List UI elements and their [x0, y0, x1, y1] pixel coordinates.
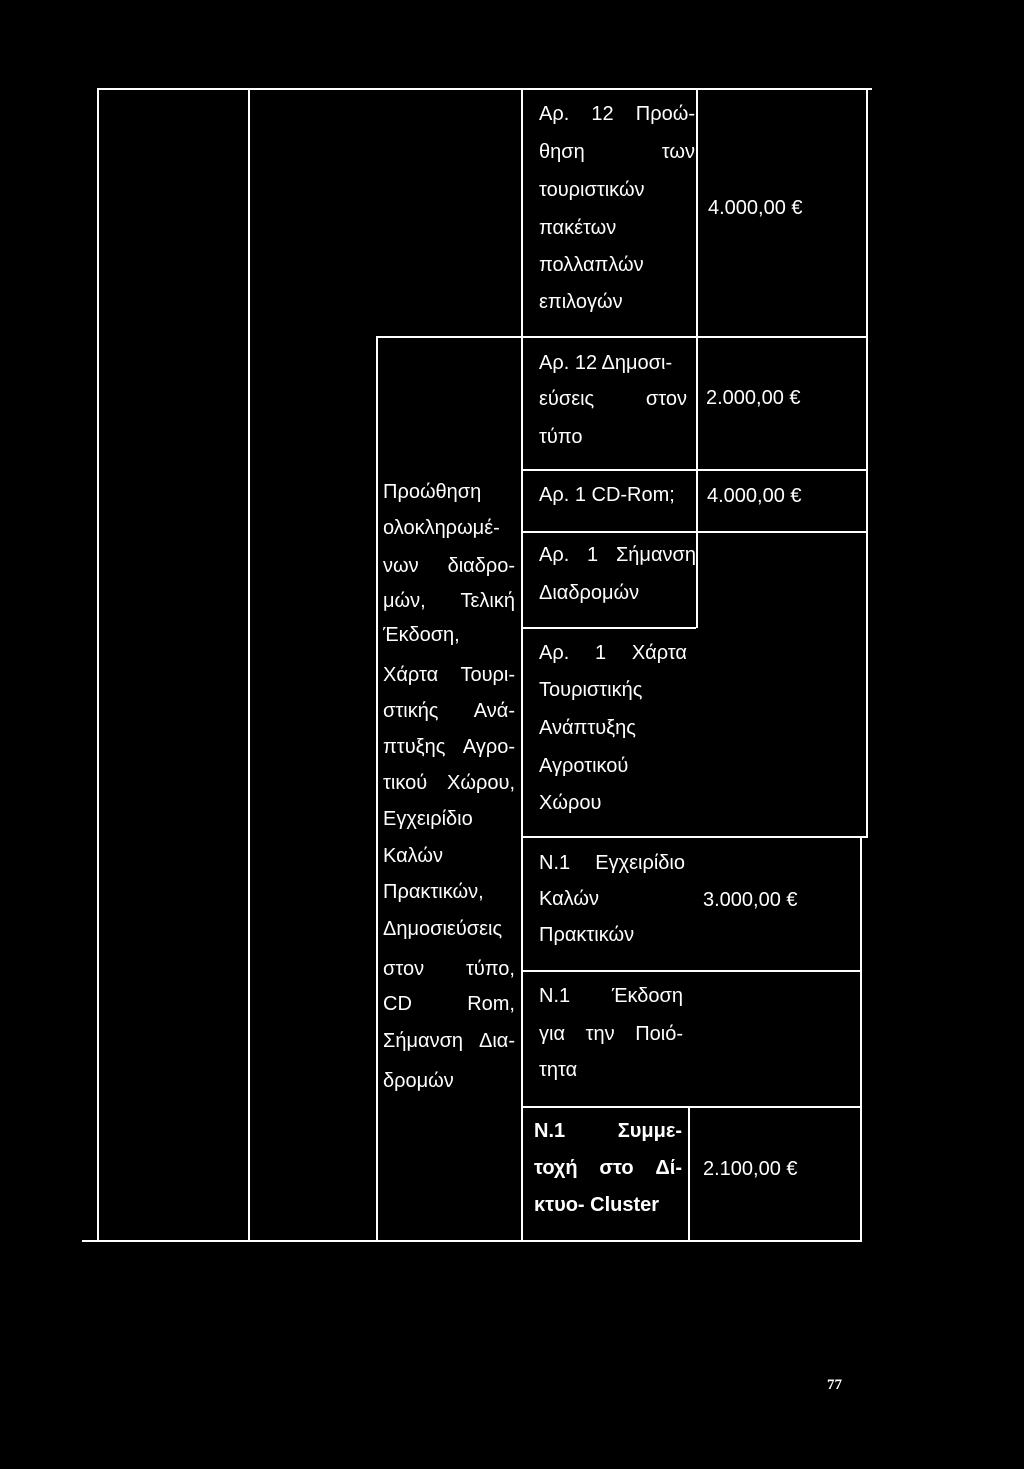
group-line-1: Προώθηση [383, 481, 482, 503]
map-line-5: Χώρου [539, 792, 602, 814]
group-line-17: δρομών [383, 1070, 454, 1092]
handbook-amount: 3.000,00 € [703, 889, 798, 911]
quality-line-2: για την Ποιό- [539, 1023, 683, 1045]
handbook-line-3: Πρακτικών [539, 924, 635, 946]
group-line-9: τικού Χώρου, [383, 772, 515, 794]
handbook-line-2: Καλών [539, 888, 599, 910]
row-divider-2 [521, 469, 866, 471]
table-left-border [97, 88, 99, 1242]
press-amount: 2.000,00 € [706, 387, 801, 409]
group-line-12: Πρακτικών, [383, 881, 484, 903]
press-line-3: τύπο [539, 426, 583, 448]
promotion-line-4: πακέτων [539, 217, 617, 239]
group-line-15: CD Rom, [383, 993, 515, 1015]
promotion-line-2: θηση των [539, 141, 695, 163]
promotion-line-3: τουριστικών [539, 179, 645, 201]
row-divider-6 [521, 970, 860, 972]
table-right-border-lower [860, 838, 862, 1242]
promotion-line-5: πολλαπλών [539, 254, 644, 276]
promotion-amount: 4.000,00 € [708, 197, 803, 219]
map-line-4: Αγροτικού [539, 755, 629, 777]
group-line-3: νων διαδρο- [383, 555, 515, 577]
row-divider-7 [521, 1106, 860, 1108]
press-line-2: εύσεις στον [539, 388, 687, 410]
cdrom-label: Αρ. 1 CD-Rom; [539, 484, 675, 506]
group-line-13: Δημοσιεύσεις [383, 918, 503, 940]
group-line-2: ολοκληρωμέ- [383, 517, 500, 539]
group-line-7: στικής Ανά- [383, 700, 515, 722]
column-divider-5 [688, 1107, 690, 1240]
group-line-14: στον τύπο, [383, 958, 515, 980]
group-line-6: Χάρτα Τουρι- [383, 664, 515, 686]
row-divider-3 [521, 531, 866, 533]
column-divider-3 [521, 88, 523, 1240]
column-divider-1 [248, 88, 250, 1240]
row-divider-1 [376, 336, 866, 338]
map-line-1: Αρ. 1 Χάρτα [539, 642, 687, 664]
quality-line-3: τητα [539, 1059, 578, 1081]
group-line-16: Σήμανση Δια- [383, 1030, 515, 1052]
group-line-4: μών, Τελική [383, 590, 515, 612]
group-line-8: πτυξης Αγρο- [383, 736, 515, 758]
map-line-3: Ανάπτυξης [539, 717, 636, 739]
table-right-border-upper [866, 88, 868, 838]
signage-line-2: Διαδρομών [539, 582, 640, 604]
table-bottom-border [82, 1240, 862, 1242]
row-divider-5 [521, 836, 866, 838]
quality-line-1: Ν.1 Έκδοση [539, 985, 683, 1007]
cluster-amount: 2.100,00 € [703, 1158, 798, 1180]
press-line-1: Αρ. 12 Δημοσι- [539, 352, 673, 374]
promotion-line-6: επιλογών [539, 291, 623, 313]
column-divider-2 [376, 337, 378, 1240]
group-line-11: Καλών [383, 845, 443, 867]
signage-line-1: Αρ. 1 Σήμανση [539, 544, 696, 566]
cluster-line-2: τοχή στο Δί- [534, 1157, 682, 1179]
page-number: 77 [827, 1377, 842, 1393]
column-divider-4 [696, 88, 698, 628]
cluster-line-1: Ν.1 Συμμε- [534, 1120, 682, 1142]
row-divider-4 [521, 627, 696, 629]
map-line-2: Τουριστικής [539, 679, 643, 701]
handbook-line-1: Ν.1 Εγχειρίδιο [539, 852, 685, 874]
promotion-line-1: Αρ. 12 Προώ- [539, 103, 695, 125]
cluster-line-3: κτυο- Cluster [534, 1194, 660, 1216]
group-line-10: Εγχειρίδιο [383, 808, 473, 830]
cdrom-amount: 4.000,00 € [707, 485, 802, 507]
group-line-5: Έκδοση, [383, 624, 460, 646]
table-top-border [97, 88, 872, 90]
